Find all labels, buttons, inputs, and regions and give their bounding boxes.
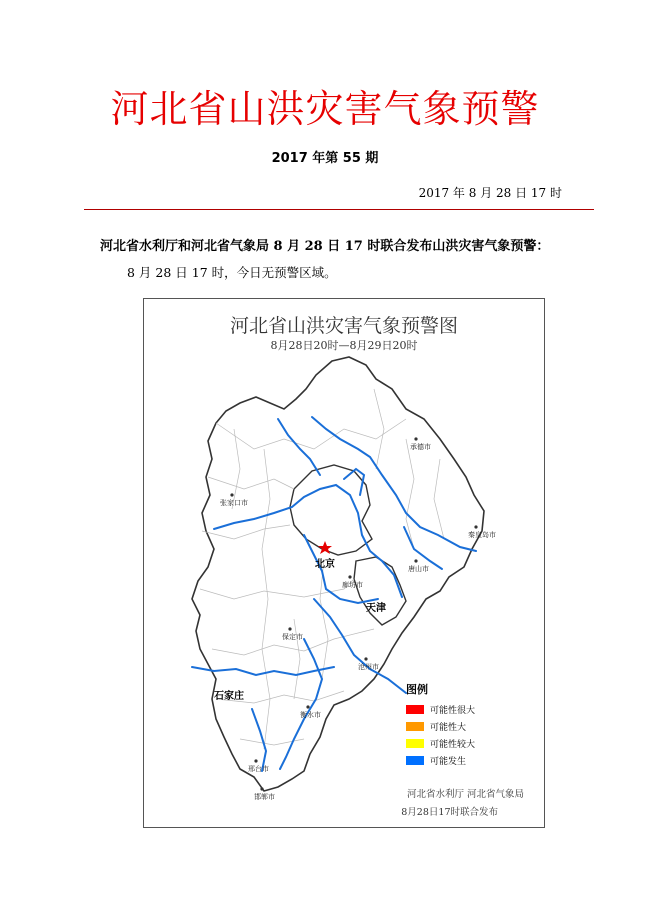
city-label-cangzhou: 沧州市 (358, 663, 379, 671)
legend-swatch-red (406, 705, 424, 714)
legend-title: 图例 (406, 683, 428, 696)
legend-label: 可能发生 (430, 757, 467, 767)
city-label-chengde: 承德市 (410, 443, 431, 451)
city-label-baoding: 保定市 (282, 633, 303, 641)
legend-item-likely (406, 718, 475, 735)
legend-item-very-likely (406, 701, 475, 718)
city-label-beijing: 北京 (315, 559, 335, 570)
lead-paragraph: 河北省水利厅和河北省气象局 8 月 28 日 17 时联合发布山洪灾害气象预警： (100, 239, 550, 254)
warning-map (143, 298, 545, 828)
legend-label: 可能性较大 (430, 740, 476, 750)
city-label-tianjin: 天津 (366, 603, 386, 614)
header-divider (84, 209, 594, 210)
legend-swatch-blue (406, 756, 424, 765)
document-title: 河北省山洪灾害气象预警 (110, 87, 540, 131)
map-legend (406, 681, 475, 769)
map-issue-time: 8月28日17时联合发布 (401, 807, 498, 818)
legend-label: 可能性很大 (430, 706, 476, 716)
issue-number: 2017 年第 55 期 (271, 151, 379, 166)
map-period: 8月28日20时—8月29日20时 (270, 339, 418, 352)
city-label-shijiazhuang: 石家庄 (214, 691, 244, 702)
city-label-hengshui: 衡水市 (300, 711, 321, 719)
city-label-handan: 邯郸市 (254, 793, 275, 801)
legend-label: 可能性大 (430, 723, 467, 733)
city-label-langfang: 廊坊市 (342, 581, 363, 589)
body-paragraph: 8 月 28 日 17 时，今日无预警区域。 (127, 265, 337, 280)
legend-swatch-orange (406, 722, 424, 731)
map-title: 河北省山洪灾害气象预警图 (229, 315, 458, 337)
map-issuer: 河北省水利厅 河北省气象局 (406, 789, 524, 800)
city-label-qinhuangdao: 秦皇岛市 (468, 531, 496, 539)
legend-item-possible (406, 752, 475, 769)
city-label-zhangjiakou: 张家口市 (220, 499, 248, 507)
issue-date: 2017 年 8 月 28 日 17 时 (418, 186, 562, 200)
city-label-xingtai: 邢台市 (248, 765, 269, 773)
legend-swatch-yellow (406, 739, 424, 748)
city-label-tangshan: 唐山市 (408, 565, 429, 573)
hebei-map-graphic (144, 299, 546, 829)
legend-item-fairly-likely (406, 735, 475, 752)
